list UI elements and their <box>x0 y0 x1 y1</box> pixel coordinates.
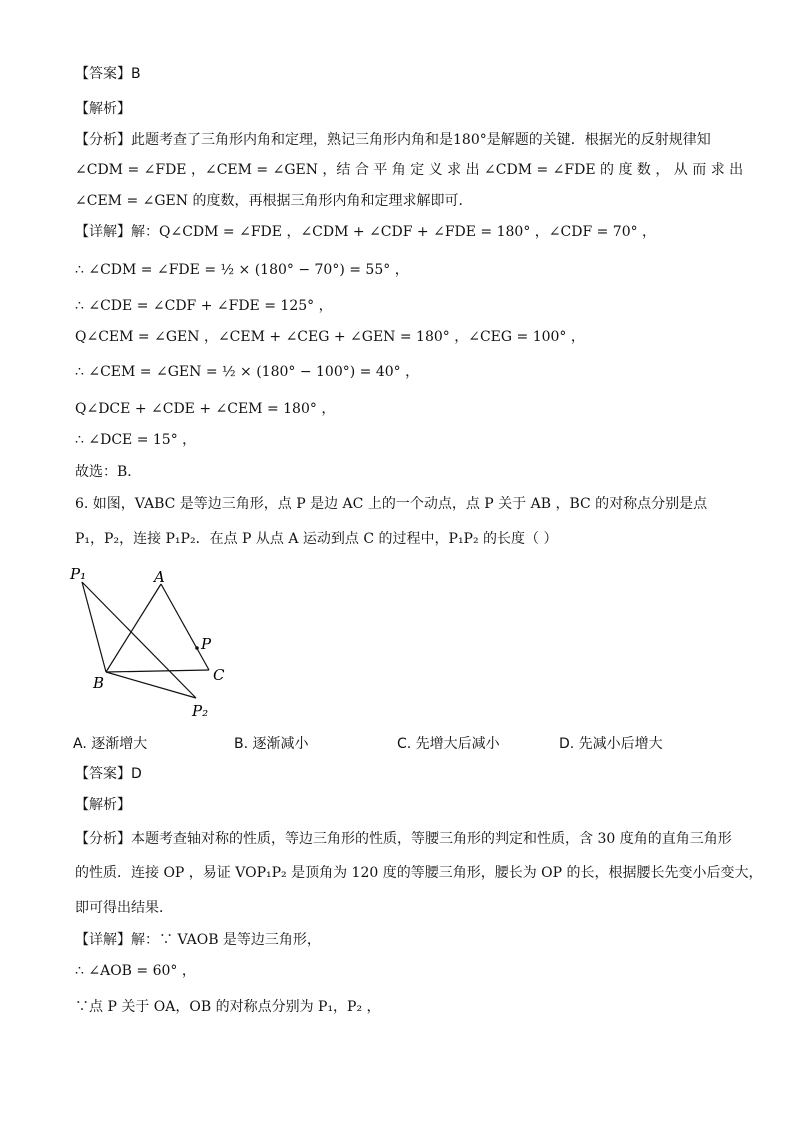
q6-stem-line-1: 6. 如图，VABC 是等边三角形，点 P 是边 AC 上的一个动点，点 P 关于 AB ，BC 的对称点分别是点 <box>75 496 708 512</box>
q5-analysis-line-3: ∠CEM = ∠GEN 的度数，再根据三角形内角和定理求解即可． <box>75 193 473 209</box>
q6-detail-line-2: ∴ ∠AOB = 60° ， <box>75 963 196 979</box>
q6-triangle-figure <box>60 560 240 725</box>
option-a: A. 逐渐增大 <box>73 736 148 752</box>
segment-p1-b <box>82 582 106 672</box>
label-c: C <box>213 666 225 684</box>
q5-detail-line-4: Q∠CEM = ∠GEN ，∠CEM + ∠CEG + ∠GEN = 180° ，∠CEG = 100° ， <box>75 329 585 345</box>
q5-detail-line-6: Q∠DCE + ∠CDE + ∠CEM = 180° ， <box>75 401 336 417</box>
q5-analysis-heading: 【解析】 <box>75 101 131 117</box>
q6-detail-line-3: ∵点 P 关于 OA，OB 的对称点分别为 P₁，P₂ ， <box>75 999 381 1015</box>
q5-detail-line-5: ∴ ∠CEM = ∠GEN = ½ × (180° − 100°) = 40° ， <box>75 364 420 380</box>
q5-detail-line-3: ∴ ∠CDE = ∠CDF + ∠FDE = 125° ， <box>75 298 333 314</box>
label-p2: P₂ <box>192 702 209 720</box>
option-d: D. 先减小后增大 <box>559 736 663 752</box>
label-a: A <box>154 568 165 586</box>
q5-analysis-line-1: 【分析】此题考查了三角形内角和定理，熟记三角形内角和是180°是解题的关键．根据光的反射规律知 <box>75 132 711 148</box>
q6-detail-line-1: 【详解】解：∵ VAOB 是等边三角形， <box>75 932 321 948</box>
segment-ab <box>106 584 161 672</box>
q6-analysis-heading: 【解析】 <box>75 797 131 813</box>
q5-detail-line-8: 故选：B． <box>75 464 142 480</box>
label-b: B <box>93 674 105 692</box>
q6-stem-line-2: P₁，P₂，连接 P₁P₂．在点 P 从点 A 运动到点 C 的过程中，P₁P₂ 的长度（ ） <box>75 531 558 547</box>
point-p-dot <box>195 646 199 650</box>
q6-analysis-line-1: 【分析】本题考查轴对称的性质，等边三角形的性质，等腰三角形的判定和性质，含 30 度角的直角三角形 <box>75 831 732 847</box>
q5-answer: 【答案】B <box>75 66 141 82</box>
segment-bc <box>106 670 209 672</box>
q6-answer: 【答案】D <box>75 766 142 782</box>
q5-detail-line-1: 【详解】解：Q∠CDM = ∠FDE ，∠CDM + ∠CDF + ∠FDE = 180° ，∠CDF = 70° ， <box>75 224 657 240</box>
q5-detail-line-7: ∴ ∠DCE = 15° ， <box>75 432 197 448</box>
option-c: C. 先增大后减小 <box>397 736 500 752</box>
label-p: P <box>201 635 212 653</box>
q5-detail-line-2: ∴ ∠CDM = ∠FDE = ½ × (180° − 70°) = 55° ， <box>75 262 409 278</box>
option-b: B. 逐渐减小 <box>234 736 309 752</box>
segment-ac <box>161 584 209 670</box>
label-p1: P₁ <box>70 565 87 583</box>
q5-analysis-line-2: ∠CDM = ∠FDE ，∠CEM = ∠GEN ，结 合 平 角 定 义 求 出 ∠CDM = ∠FDE 的 度 数 ， 从 而 求 出 <box>75 162 744 178</box>
q6-analysis-line-3: 即可得出结果． <box>75 900 173 916</box>
q6-analysis-line-2: 的性质．连接 OP ，易证 VOP₁P₂ 是顶角为 120 度的等腰三角形，腰长为 OP 的长，根据腰长先变小后变大， <box>75 865 763 881</box>
